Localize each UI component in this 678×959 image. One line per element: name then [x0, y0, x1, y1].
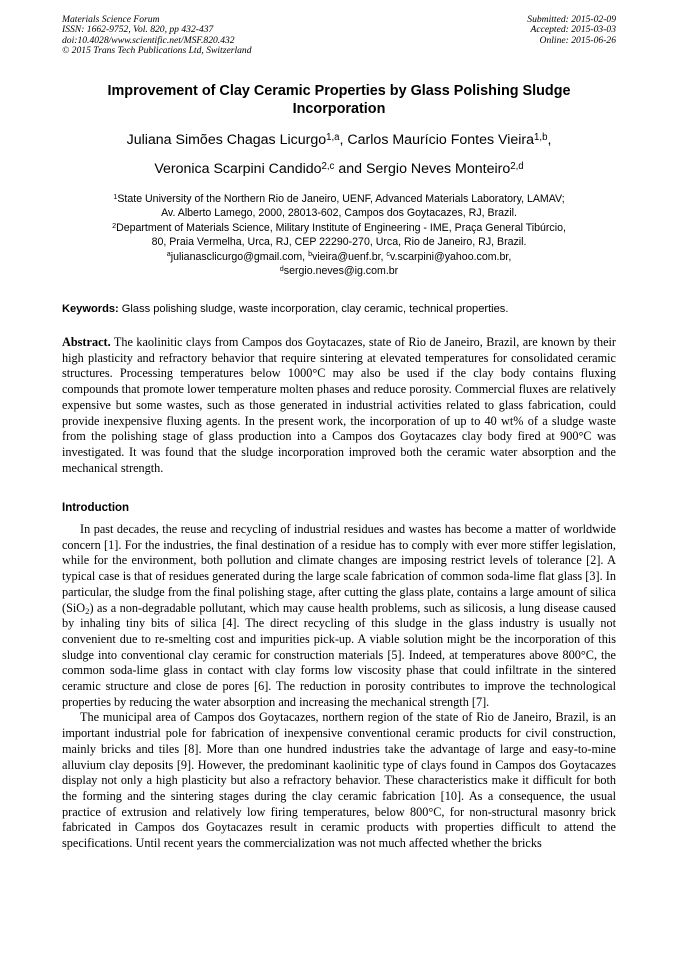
affiliation-1-line-2: Av. Alberto Lamego, 2000, 28013-602, Campos dos Goytacazes, RJ, Brazil. — [161, 207, 517, 220]
affiliation-2-line-1: $^2$Department of Materials Science, Military Institute of Engineering - IME, Praça General Tibúrcio, — [112, 220, 566, 234]
abstract-text: The kaolinitic clays from Campos dos Goytacazes, state of Rio de Janeiro, Brazil, are known by their high plasticity and refractory behavior that require sintering at elevated temperatures for consolidated ceramic structures. Processing temperatures below 1000°C may also be used if the clay body contains fluxing compounds that promote lower temperature molten phases and reduce porosity. Commercial fluxes are relatively expensive but some wastes, such as those generated in industrial activities related to glass fabrication, could provide inexpensive fluxing agents. In the present work, the incorporation of up to 40 wt% of a sludge waste from the polishing stage of glass production into a Campos dos Goytacazes clay body fired at 900°C was investigated. It was found that the sludge incorporation improved both the ceramic water absorption and the mechanical strength. — [62, 335, 616, 475]
email-a: julianasclicurgo@gmail.com, — [170, 250, 309, 263]
online-date: Online: 2015-06-26 — [539, 34, 616, 46]
author-name: Veronica Scarpini Candido — [154, 161, 322, 177]
accepted-date: Accepted: 2015-03-03 — [530, 24, 616, 36]
email-d: sergio.neves@ig.com.br — [283, 265, 399, 278]
affiliation-2-line-2: 80, Praia Vermelha, Urca, RJ, CEP 22290-270, Urca, Rio de Janeiro, RJ, Brazil. — [151, 236, 527, 249]
email-line-1: $^a$julianasclicurgo@gmail.com, $^b$vieira@uenf.br, $^c$v.scarpini@yahoo.com.br, — [166, 249, 512, 263]
keywords — [62, 302, 616, 317]
abstract — [62, 335, 616, 476]
paragraph: The municipal area of Campos dos Goytacazes, northern region of the state of Rio de Janeiro, Brazil, is an important industrial pole for fabrication of inexpensive conventional ceramic products for civil construction, mainly bricks and tiles [8]. More than one hundred industries take the advantage of large and easy-to-mine alluvium clay deposits [9]. However, the predominant kaolinitic type of clays found in Campos dos Goytacazes display not only a high plasticity but also a refractory behavior. These characteristics make it difficult for both the forming and the sintering stages during the clay ceramic fabrication [10]. As a consequence, the usual practice of extrusion and relatively low firing temperatures, below 800°C, for non-structural masonry brick fabricated in Campos dos Goytacazes result in ceramic products with properties difficult to attend the specifications. Until recent years the commercialization was not much affected whether the bricks — [62, 710, 616, 851]
email-line-2: $^d$sergio.neves@ig.com.br — [279, 263, 399, 278]
affiliations — [62, 192, 616, 278]
author-name: Sergio Neves Monteiro — [365, 161, 511, 177]
copyright-line: © 2015 Trans Tech Publications Ltd, Switzerland — [62, 45, 252, 57]
introduction-body — [62, 522, 616, 852]
submitted-date: Submitted: 2015-02-09 — [527, 14, 616, 25]
author-separator: and — [334, 161, 366, 177]
author-list — [62, 126, 616, 184]
author-affiliation-sup: 2,d — [510, 160, 524, 172]
affiliation-number: 2 — [112, 220, 117, 230]
author-separator: , — [547, 132, 552, 148]
journal-name: Materials Science Forum — [62, 14, 160, 25]
email-c: v.scarpini@yahoo.com.br, — [390, 250, 512, 263]
author-affiliation-sup: 1,a — [326, 131, 340, 143]
doi-line: doi:10.4028/www.scientific.net/MSF.820.432 — [62, 34, 235, 46]
author-affiliation-sup: 1,b — [534, 131, 548, 143]
affiliation-1-line-1: $^1$State University of the Northern Rio de Janeiro, UENF, Advanced Materials Laboratory, LAMAV; — [113, 191, 565, 205]
section-heading: Introduction — [62, 502, 130, 514]
journal-header — [62, 15, 252, 57]
abstract-label: Abstract. — [62, 335, 111, 349]
issn-line: ISSN: 1662-9752, Vol. 820, pp 432-437 — [62, 24, 214, 36]
author-name: Carlos Maurício Fontes Vieira — [347, 132, 535, 148]
keywords-label: Keywords: — [62, 303, 119, 315]
author-line-1 — [62, 126, 616, 155]
paper-title: Improvement of Clay Ceramic Properties by Glass Polishing Sludge Incorporation — [107, 83, 571, 117]
affiliation-number: 1 — [113, 191, 118, 201]
paragraph: In past decades, the reuse and recycling of industrial residues and wastes has become a matter of worldwide concern [1]. For the industries, the final destination of a residue has to comply with ever more stiffer legislation, while for the environment, both pollution and climate changes are imposing restrict levels of tolerance [2]. A typical case is that of residues generated during the large scale fabrication of common soda-lime flat glass [3]. In particular, the sludge from the final polishing stage, after cutting the glass plate, contains a large amount of silica (SiO$_2$) as a non-degradable pollutant, which may cause health problems, such as silicosis, a lung disease caused by inhaling tiny bits of silica [4]. The direct recycling of this sludge in the glass industry is usually not convenient due to re-smelting cost and impurities pick-up. A viable solution might be the incorporation of this sludge into conventional clay ceramic for construction materials [5]. Indeed, at temperatures above 800°C, the common soda-lime glass in contact with clay forms low viscosity phase that could infiltrate in the sintered ceramic structure and close de pores [6]. The reduction in porosity contributes to improve the technological properties by reducing the water absorption and increasing the mechanical strength [7]. — [62, 522, 616, 709]
dates-header — [527, 15, 616, 46]
email-b: vieira@uenf.br, — [312, 250, 387, 263]
keywords-text: Glass polishing sludge, waste incorporation, clay ceramic, technical properties. — [118, 303, 509, 315]
author-separator: , — [339, 132, 348, 148]
author-name: Juliana Simões Chagas Licurgo — [126, 132, 327, 148]
author-line-2 — [62, 155, 616, 184]
author-affiliation-sup: 2,c — [321, 160, 335, 172]
